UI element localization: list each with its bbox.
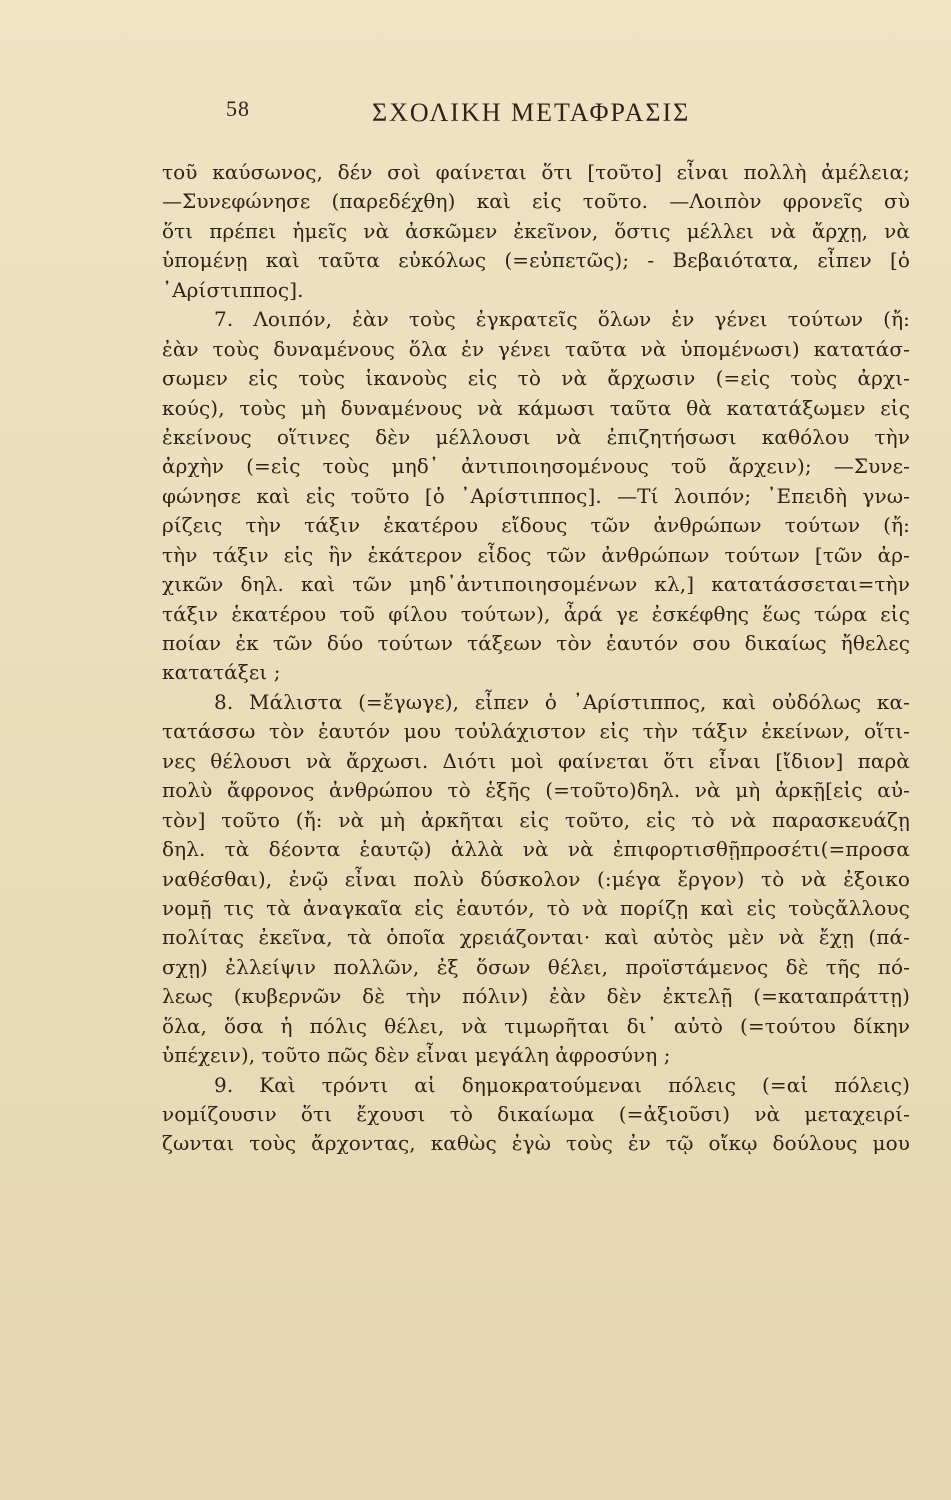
text-line: ὅτι πρέπει ἡμεῖς νὰ ἀσκῶμεν ἐκεῖνον, ὅστις μέλλει νὰ ἄρχῃ, νὰ (162, 218, 910, 243)
text-line: σωμεν εἰς τοὺς ἱκανοὺς εἰς τὸ νὰ ἄρχωσιν (=εἰς τοὺς ἀρχι- (162, 366, 910, 391)
text-line: τὸν] τοῦτο (ἤ: νὰ μὴ ἀρκῆται εἰς τοῦτο, εἰς τὸ νὰ παρασκευάζῃ (162, 807, 910, 832)
text-line: ἐὰν τοὺς δυναμένους ὅλα ἐν γένει ταῦτα νὰ ὑπομένωσι) κατατάσ- (162, 336, 910, 361)
text-line: ᾿Αρίστιππος]. (162, 277, 304, 302)
text-line: ἐκείνους οἵτινες δὲν μέλλουσι νὰ ἐπιζητήσωσι καθόλου τὴν (162, 424, 910, 449)
text-line: ὑπέχειν), τοῦτο πῶς δὲν εἶναι μεγάλη ἀφροσύνη ; (162, 1043, 671, 1068)
text-line: πολίτας ἐκεῖνα, τὰ ὁποῖα χρειάζονται· καὶ αὐτὸς μὲν νὰ ἔχῃ (πά- (162, 925, 910, 950)
text-line: ναθέσθαι), ἐνῷ εἶναι πολὺ δύσκολον (:μέγα ἔργον) τὸ νὰ ἐξοικο (162, 866, 910, 891)
text-line: ζωνται τοὺς ἄρχοντας, καθὼς ἐγὼ τοὺς ἐν τῷ οἴκῳ δούλους μου (162, 1131, 910, 1156)
text-line: τοῦ καύσωνος, δέν σοὶ φαίνεται ὅτι [τοῦτο] εἶναι πολλὴ ἀμέλεια; (162, 160, 910, 184)
text-line: νες θέλουσι νὰ ἄρχωσι. Διότι μοὶ φαίνεται ὅτι εἶναι [ἴδιον] παρὰ (162, 748, 910, 773)
text-line: νομίζουσιν ὅτι ἔχουσι τὸ δικαίωμα (=ἀξιοῦσι) νὰ μεταχειρί- (162, 1102, 910, 1126)
text-line: —Συνεφώνησε (παρεδέχθη) καὶ εἰς τοῦτο. —Λοιπὸν φρονεῖς σὺ (162, 189, 910, 214)
text-line: πολὺ ἄφρονος ἀνθρώπου τὸ ἑξῆς (=τοῦτο)δηλ. νὰ μὴ ἀρκῇ[εἰς αὐ- (162, 778, 910, 803)
text-line: τάξιν ἑκατέρου τοῦ φίλου τούτων), ἆρά γε ἐσκέφθης ἕως τώρα εἰς (162, 601, 910, 626)
text-line: σχῃ) ἐλλείψιν πολλῶν, ἐξ ὅσων θέλει, προϊστάμενος δὲ τῆς πό- (162, 954, 910, 979)
text-line: τατάσσω τὸν ἑαυτόν μου τοὐλάχιστον εἰς τὴν τάξιν ἐκείνων, οἵτι- (162, 719, 910, 744)
running-title: ΣΧΟΛΙΚΗ ΜΕΤΑΦΡΑΣΙΣ (372, 98, 691, 127)
text-line: κούς), τοὺς μὴ δυναμένους νὰ κάμωσι ταῦτα θὰ κατατάξωμεν εἰς (162, 395, 910, 420)
text-line: χικῶν δηλ. καὶ τῶν μηδ᾿ἀντιποιησομένων κλ,] κατατάσσεται=τὴν (162, 572, 910, 597)
text-line: φώνησε καὶ εἰς τοῦτο [ὁ ᾿Αρίστιππος]. —Τί λοιπόν; ᾿Επειδὴ γνω- (162, 483, 910, 508)
text-line: δηλ. τὰ δέοντα ἑαυτῷ) ἀλλὰ νὰ νὰ ἐπιφορτισθῇπροσέτι(=προσα (162, 837, 910, 862)
text-line: ρίζεις τὴν τάξιν ἑκατέρου εἴδους τῶν ἀνθρώπων τούτων (ἤ: (162, 513, 910, 538)
page-header (226, 96, 826, 136)
body-text (162, 158, 910, 1159)
text-line: ὅλα, ὅσα ἡ πόλις θέλει, νὰ τιμωρῆται δι᾿ αὐτὸ (=τούτου δίκην (162, 1013, 910, 1038)
text-line: τὴν τάξιν εἰς ἣν ἑκάτερον εἶδος τῶν ἀνθρώπων τούτων [τῶν ἀρ- (162, 542, 910, 567)
text-line: ἀρχὴν (=εἰς τοὺς μηδ᾿ ἀντιποιησομένους τοῦ ἄρχειν); —Συνε- (162, 454, 910, 479)
text-line: κατατάξει ; (162, 660, 281, 685)
text-line: ποίαν ἐκ τῶν δύο τούτων τάξεων τὸν ἑαυτόν σου δικαίως ἤθελες (162, 631, 910, 655)
paragraph-start-9: 9. Καὶ τρόντι αἱ δημοκρατούμεναι πόλεις (=αἱ πόλεις) (214, 1072, 910, 1097)
text-line: λεως (κυβερνῶν δὲ τὴν πόλιν) ἐὰν δὲν ἐκτελῇ (=καταπράττῃ) (162, 984, 910, 1009)
text-line: ὑπομένῃ καὶ ταῦτα εὐκόλως (=εὐπετῶς); - Βεβαιότατα, εἶπεν [ὁ (162, 248, 910, 273)
text-line: νομῇ τις τὰ ἀναγκαῖα εἰς ἑαυτόν, τὸ νὰ πορίζῃ καὶ εἰς τοὺςἄλλους (162, 895, 910, 920)
paragraph-start-7: 7. Λοιπόν, ἐὰν τοὺς ἐγκρατεῖς ὅλων ἐν γένει τούτων (ἤ: (214, 307, 910, 332)
page-number: 58 (226, 96, 250, 121)
paragraph-start-8: 8. Μάλιστα (=ἔγωγε), εἶπεν ὁ ᾿Αρίστιππος, καὶ οὐδόλως κα- (214, 689, 910, 714)
